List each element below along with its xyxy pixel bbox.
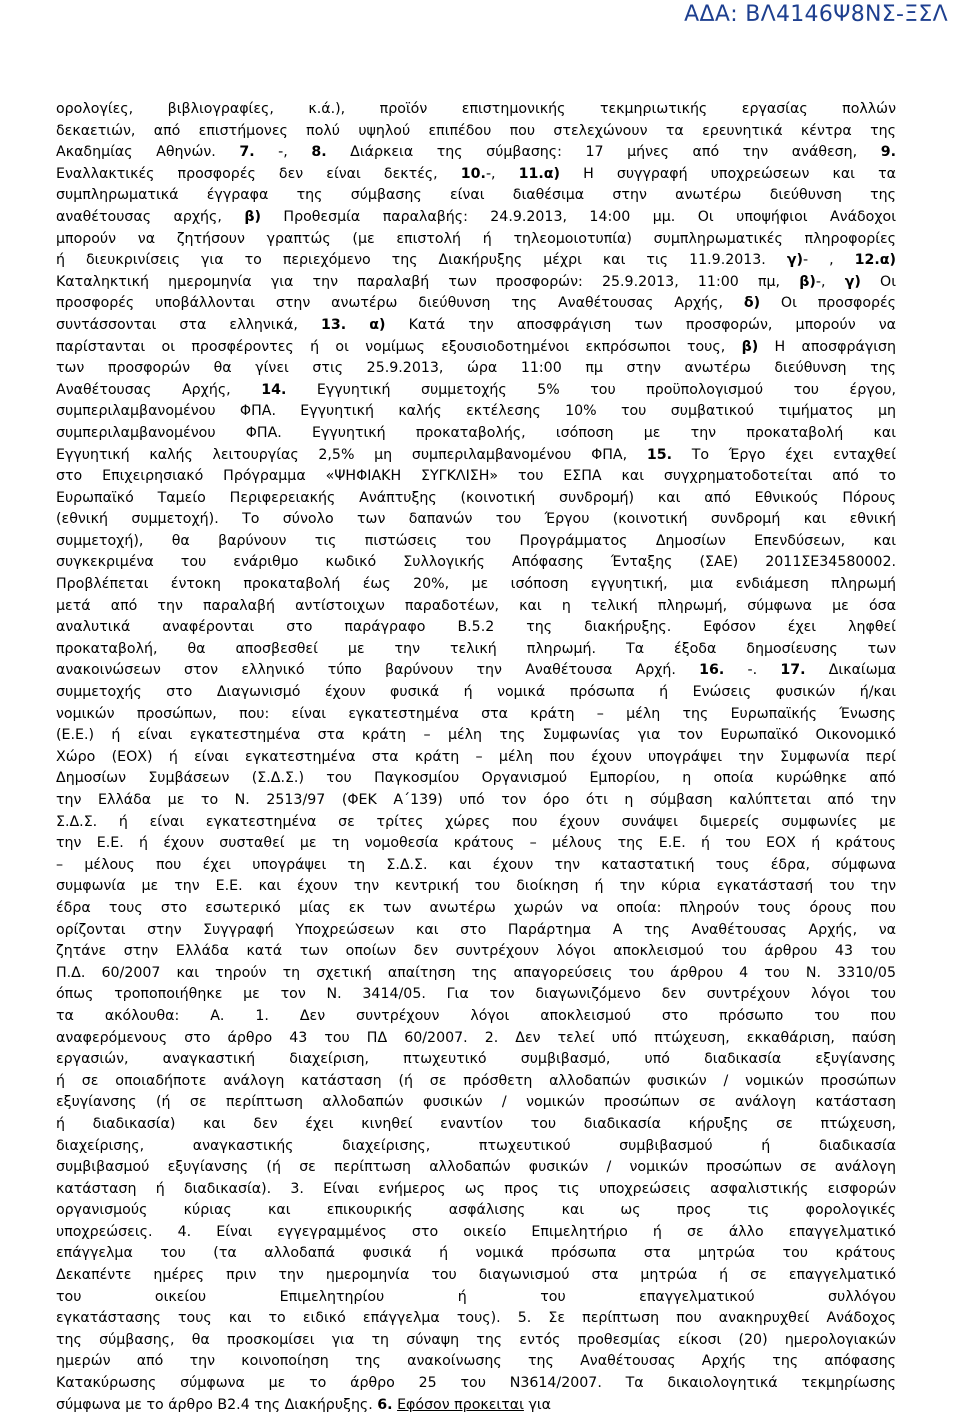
text-segment: Προβλέπεται έντοκη προκαταβολή έως 20%, με ισόποση εγγυητική, μια ενδιάμεση πληρωμή: [56, 576, 896, 593]
text-segment: -.: [724, 662, 781, 679]
text-line: [56, 401, 896, 423]
text-segment: Αναθέτουσας Αρχής,: [56, 381, 262, 398]
text-line: [56, 142, 896, 164]
text-segment: συμβιβασμού εξυγίανσης (ή σε περίπτωση αλλοδαπών φυσικών / νομικών προσώπων σε ανάλογη: [56, 1159, 896, 1176]
text-segment: Οι προσφορές: [760, 295, 896, 312]
text-segment: μετά από την παραλαβή αντίστοιχων παραδοτέων, και η τελική πληρωμή, σύμφωνα με όσα: [56, 597, 896, 614]
bold-segment: 13.: [320, 316, 347, 333]
text-line: [56, 121, 896, 143]
text-segment: σύμφωνα με το άρθρο B2.4 της Διακήρυξης.: [56, 1396, 378, 1413]
text-line: [56, 423, 896, 445]
text-line: [56, 1330, 896, 1352]
text-line: [56, 963, 896, 985]
text-segment: Διάρκεια της σύμβασης: 17 μήνες από την ανάθεση,: [326, 144, 881, 161]
text-segment: για: [523, 1396, 551, 1413]
bold-segment: 14.: [261, 381, 287, 398]
text-segment: Δικαίωμα: [805, 662, 896, 679]
text-segment: Σ.Δ.Σ. ή είναι εγκατεστημένα σε τρίτες χώρες που έχουν συνάψει διμερείς συμφωνίες με: [56, 813, 896, 830]
text-line: [56, 1351, 896, 1373]
text-segment: Καταληκτική ημερομηνία για την παραλαβή των προσφορών: 25.9.2013, 11:00 πμ,: [56, 273, 800, 290]
text-line: [56, 1028, 896, 1050]
text-line: [56, 1243, 896, 1265]
text-line: [56, 1049, 896, 1071]
text-segment: Εγγυητική καλής λειτουργίας 2,5% μη συμπεριλαμβανομένου ΦΠΑ,: [56, 446, 647, 463]
bold-segment: β): [741, 338, 759, 355]
text-segment: συμμετοχής στο Διαγωνισμό έχουν φυσικά ή νομικά πρόσωπα ή Ενώσεις φυσικών ή/και: [56, 684, 896, 701]
text-segment: μπορούν να ζητήσουν γραπτώς (με επιστολή ή τηλεομοιοτυπία) συμπληρωματικές πληροφορίες: [56, 230, 896, 247]
text-segment: στο Επιχειρησιακό Πρόγραμμα «ΨΗΦΙΑΚΗ ΣΥΓΚΛΙΣΗ» του ΕΣΠΑ και συγχρηματοδοτείται από το: [56, 468, 896, 485]
text-segment: έδρα τους στο εσωτερικό μίας εκ των ανωτέρω χωρών να οποία: πληρούν τους όρους που: [56, 899, 896, 916]
text-line: [56, 1006, 896, 1028]
text-line: [56, 1287, 896, 1309]
text-line: [56, 768, 896, 790]
bold-segment: 9.: [880, 144, 896, 161]
text-line: [56, 596, 896, 618]
text-line: [56, 1308, 896, 1330]
text-segment: συμφωνία με την Ε.Ε. και έχουν την κεντρική του διοίκηση ή την κύρια εγκατάστασή του την: [56, 878, 896, 895]
text-segment: (Ε.Ε.) ή είναι εγκατεστημένα στα κράτη – μέλη της Συμφωνίας για τον Ευρωπαϊκό Οικονομικό: [56, 727, 896, 744]
bold-segment: 15.: [646, 446, 672, 463]
bold-segment: 7.: [239, 144, 255, 161]
text-line: [56, 704, 896, 726]
text-line: [56, 380, 896, 402]
bold-segment: 10.: [460, 165, 486, 182]
text-segment: -,: [815, 273, 845, 290]
text-segment: συμπεριλαμβανομένου ΦΠΑ. Εγγυητική προκαταβολής, ισόποση με την προκαταβολή και: [56, 424, 896, 441]
bold-segment: 6.: [377, 1396, 393, 1413]
text-segment: Εγγυητική συμμετοχής 5% του προϋπολογισμού του έργου,: [286, 381, 896, 398]
text-line: [56, 1071, 896, 1093]
text-line: [56, 531, 896, 553]
text-line: [56, 617, 896, 639]
text-line: [56, 293, 896, 315]
bold-segment: δ): [743, 295, 761, 312]
text-segment: αναλυτικά αναφέρονται στο παράγραφο Β.5.2 της διακήρυξης. Εφόσον έχει ληφθεί: [56, 619, 896, 636]
text-segment: συγκεκριμένα του ενάριθμο κωδικό Συλλογικής Απόφασης Ένταξης (ΣΑΕ) 2011ΣΕ34580002.: [56, 554, 896, 571]
text-segment: Το Έργο έχει ενταχθεί: [672, 446, 896, 463]
text-segment: Π.Δ. 60/2007 και τηρούν τη σχετική απαίτηση της απαγορεύσεις του άρθρου 4 του Ν. 3310/05: [56, 964, 896, 981]
text-segment: τα ακόλουθα: Α. 1. Δεν συντρέχουν λόγοι αποκλεισμού στο πρόσωπο του που: [56, 1007, 896, 1024]
text-line: [56, 1222, 896, 1244]
text-segment: Η αποσφράγιση: [758, 338, 896, 355]
bold-segment: γ): [786, 252, 803, 269]
text-line: [56, 984, 896, 1006]
text-line: [56, 358, 896, 380]
text-segment: εργασιών, αναγκαστική διαχείριση, πτωχευτικό συμβιβασμό, υπό διαδικασία εξυγίανσης: [56, 1051, 896, 1068]
text-line: [56, 725, 896, 747]
text-segment: -,: [254, 144, 312, 161]
text-line: [56, 1136, 896, 1158]
text-segment: συμπληρωματικά έγγραφα της σύμβασης είναι διαθέσιμα στην ανωτέρω διεύθυνση της: [56, 187, 896, 204]
text-segment: ή σε οποιαδήποτε ανάλογη κατάσταση (ή σε πρόσθετη αλλοδαπών φυσικών / νομικών προσώπων: [56, 1072, 896, 1089]
text-line: [56, 1157, 896, 1179]
text-segment: Η συγγραφή υποχρεώσεων και τα: [560, 165, 896, 182]
text-line: [56, 855, 896, 877]
text-line: [56, 639, 896, 661]
text-line: [56, 315, 896, 337]
text-segment: -,: [485, 165, 519, 182]
text-segment: ορολογίες, βιβλιογραφίες, κ.ά.), προϊόν επιστημονικής τεκμηριωτικής εργασίας πολλών: [56, 101, 896, 117]
text-segment: νομικών προσώπων, που: είναι εγκατεστημένα στα κράτη – μέλη της Ευρωπαϊκής Ένωσης: [56, 705, 896, 722]
text-segment: διαχείρισης, αναγκαστικής διαχείρισης, πτωχευτικού συμβιβασμού ή διαδικασία: [56, 1137, 896, 1154]
text-line: [56, 466, 896, 488]
text-segment: προσφορές υποβάλλονται στην ανωτέρω διεύθυνση της Αναθέτουσας Αρχής,: [56, 295, 744, 312]
text-line: [56, 1179, 896, 1201]
underlined-segment: Εφόσον προκειται: [397, 1396, 524, 1413]
text-segment: Οι: [860, 273, 896, 290]
text-segment: - ,: [802, 252, 855, 269]
text-line: [56, 272, 896, 294]
text-segment: αναφερόμενους στο άρθρο 43 του ΠΔ 60/2007. 2. Δεν τελεί υπό πτώχευση, εκκαθάριση, παύση: [56, 1029, 896, 1046]
text-segment: προκαταβολή, θα αποσβεσθεί με την τελική πληρωμή. Τα έξοδα δημοσίευσης των: [56, 640, 896, 657]
text-segment: αναθέτουσας αρχής,: [56, 208, 245, 225]
text-segment: ημερών από την κοινοποίηση της ανακοίνωσης της Αναθέτουσας Αρχής της απόφασης: [56, 1353, 896, 1370]
text-segment: Δεκαπέντε ημέρες πριν την ημερομηνία του διαγωνισμού στα μητρώα ή σε επαγγελματικό: [56, 1267, 896, 1284]
bold-segment: 8.: [311, 144, 327, 161]
text-line: [56, 185, 896, 207]
text-segment: κατάσταση ή διαδικασία). 3. Είναι ενήμερος ως προς τις υποχρεώσεις ασφαλιστικής εισφορών: [56, 1180, 896, 1197]
text-line: [56, 833, 896, 855]
text-segment: την Ελλάδα με το Ν. 2513/97 (ΦΕΚ Α΄139) υπό τον όρο ότι η σύμβαση καλύπτεται από την: [56, 792, 896, 808]
text-segment: Χώρο (ΕΟΧ) ή είναι εγκατεστημένα στα κράτη – μέλη που έχουν υπογράψει την Συμφωνία περί: [56, 748, 896, 765]
text-segment: Κατακύρωσης σύμφωνα με το άρθρο 25 του Ν3614/2007. Τα δικαιολογητικά τεκμηρίωσης: [56, 1375, 896, 1392]
text-line: [56, 1092, 896, 1114]
document-body: [56, 99, 896, 1416]
text-segment: παρίστανται οι προσφέροντες ή οι νομίμως εξουσιοδοτημένοι εκπρόσωποι τους,: [56, 338, 742, 355]
text-segment: Ακαδημίας Αθηνών.: [56, 144, 240, 161]
text-line: [56, 250, 896, 272]
text-line: [56, 552, 896, 574]
bold-segment: β): [244, 208, 261, 225]
text-segment: ζητάνε στην Ελλάδα κατά των οποίων δεν συντρέχουν λόγοι αποκλεισμού του άρθρου 43 του: [56, 943, 896, 960]
text-line: [56, 812, 896, 834]
bold-segment: 11.α): [518, 165, 561, 182]
text-line: [56, 941, 896, 963]
text-line: [56, 445, 896, 467]
text-line: [56, 1395, 896, 1416]
text-line: [56, 229, 896, 251]
text-segment: οργανισμούς κύριας και επικουρικής ασφάλισης και ως προς τις φορολογικές: [56, 1202, 896, 1219]
text-segment: συντάσσονται στα ελληνικά,: [56, 316, 321, 333]
text-segment: ή διευκρινίσεις για το περιεχόμενο της Διακήρυξης μέχρι και τις 11.9.2013.: [56, 252, 787, 269]
text-segment: (εθνική συμμετοχή). Το σύνολο των δαπανών του Έργου (κοινοτική συνδρομή και εθνική: [56, 511, 896, 528]
bold-segment: α): [369, 316, 386, 333]
text-line: [56, 574, 896, 596]
text-line: [56, 1114, 896, 1136]
text-line: [56, 1265, 896, 1287]
text-segment: – μέλους που έχει υπογράψει τη Σ.Δ.Σ. και έχουν την καταστατική τους έδρα, σύμφωνα: [56, 856, 896, 873]
text-segment: Ευρωπαϊκό Ταμείο Περιφερειακής Ανάπτυξης (κοινοτική συνδρομή) και από Εθνικούς Πόρους: [56, 489, 896, 506]
text-line: [56, 920, 896, 942]
text-line: [56, 509, 896, 531]
text-segment: συμμετοχή), θα βαρύνουν τις πιστώσεις του Προγράμματος Δημοσίων Επενδύσεων, και: [56, 532, 896, 549]
ada-header: ΑΔΑ: ΒΛ4146Ψ8ΝΣ-ΞΣΛ: [684, 2, 948, 27]
bold-segment: β): [799, 273, 816, 290]
text-line: [56, 876, 896, 898]
text-line: [56, 898, 896, 920]
bold-segment: 16.: [699, 662, 725, 679]
text-line: [56, 99, 896, 121]
text-segment: εγκατάστασης τους και το ειδικό επάγγελμα τους). 5. Σε περίπτωση που ανακηρυχθεί Ανάδοχος: [56, 1310, 896, 1327]
text-segment: συμπεριλαμβανομένου ΦΠΑ. Εγγυητική καλής εκτέλεσης 10% του συμβατικού τιμήματος μη: [56, 403, 896, 420]
text-line: [56, 747, 896, 769]
text-segment: ανακοινώσεων στον ελληνικό τύπο βαρύνουν την Αναθέτουσα Αρχή.: [56, 662, 700, 679]
bold-segment: 17.: [780, 662, 806, 679]
text-line: [56, 1200, 896, 1222]
bold-segment: γ): [844, 273, 861, 290]
text-segment: δεκαετιών, από επιστήμονες πολύ υψηλού επιπέδου που στελεχώνουν τα ερευνητικά κέντρα της: [56, 122, 896, 139]
text-segment: επάγγελμα του (τα αλλοδαπά φυσικά ή νομικά πρόσωπα στα μητρώα του κράτους: [56, 1245, 896, 1262]
text-segment: Προθεσμία παραλαβής: 24.9.2013, 14:00 μμ. Οι υποψήφιοι Ανάδοχοι: [260, 208, 896, 225]
bold-segment: 12.α): [854, 252, 896, 269]
text-segment: Εναλλακτικές προσφορές δεν είναι δεκτές,: [56, 165, 461, 182]
text-line: [56, 337, 896, 359]
text-line: [56, 488, 896, 510]
text-segment: Δημοσίων Συμβάσεων (Σ.Δ.Σ.) του Παγκοσμίου Οργανισμού Εμπορίου, η οποία κυρώθηκε από: [56, 770, 896, 787]
text-line: [56, 164, 896, 186]
text-segment: ορίζονται στην Συγγραφή Υποχρεώσεων και στο Παράρτημα Α της Αναθέτουσας Αρχής, να: [56, 921, 896, 938]
text-segment: Κατά την αποσφράγιση των προσφορών, μπορούν να: [385, 316, 896, 333]
text-segment: υποχρεώσεις. 4. Είναι εγγεγραμμένος στο οικείο Επιμελητήριο ή σε άλλο επαγγελματικό: [56, 1223, 896, 1240]
text-line: [56, 790, 896, 812]
text-segment: [346, 317, 369, 333]
text-line: [56, 682, 896, 704]
text-segment: του οικείου Επιμελητηρίου ή του επαγγελματικού συλλόγου: [56, 1288, 896, 1305]
text-line: [56, 1373, 896, 1395]
text-segment: ή διαδικασία) και δεν έχει κινηθεί εναντίον του διαδικασία κήρυξης σε πτώχευση,: [56, 1115, 896, 1132]
text-segment: την Ε.Ε. ή έχουν συσταθεί με τη νομοθεσία κράτους – μέλους της Ε.Ε. ή του ΕΟΧ ή κράτους: [56, 835, 896, 852]
text-segment: εξυγίανσης (ή σε περίπτωση αλλοδαπών φυσικών / νομικών προσώπων σε ανάλογη κατάσταση: [56, 1094, 896, 1111]
text-line: [56, 207, 896, 229]
text-segment: όπως τροποποιήθηκε με τον Ν. 3414/05. Για τον διαγωνιζόμενο δεν συντρέχουν λόγοι του: [56, 986, 896, 1003]
text-line: [56, 660, 896, 682]
text-segment: των προσφορών θα γίνει στις 25.9.2013, ώρα 11:00 πμ στην ανωτέρω διεύθυνση της: [56, 360, 896, 377]
text-segment: της σύμβασης, θα προσκομίσει για τη σύναψη της εντός προθεσμίας είκοσι (20) ημερολογιακών: [56, 1331, 896, 1348]
